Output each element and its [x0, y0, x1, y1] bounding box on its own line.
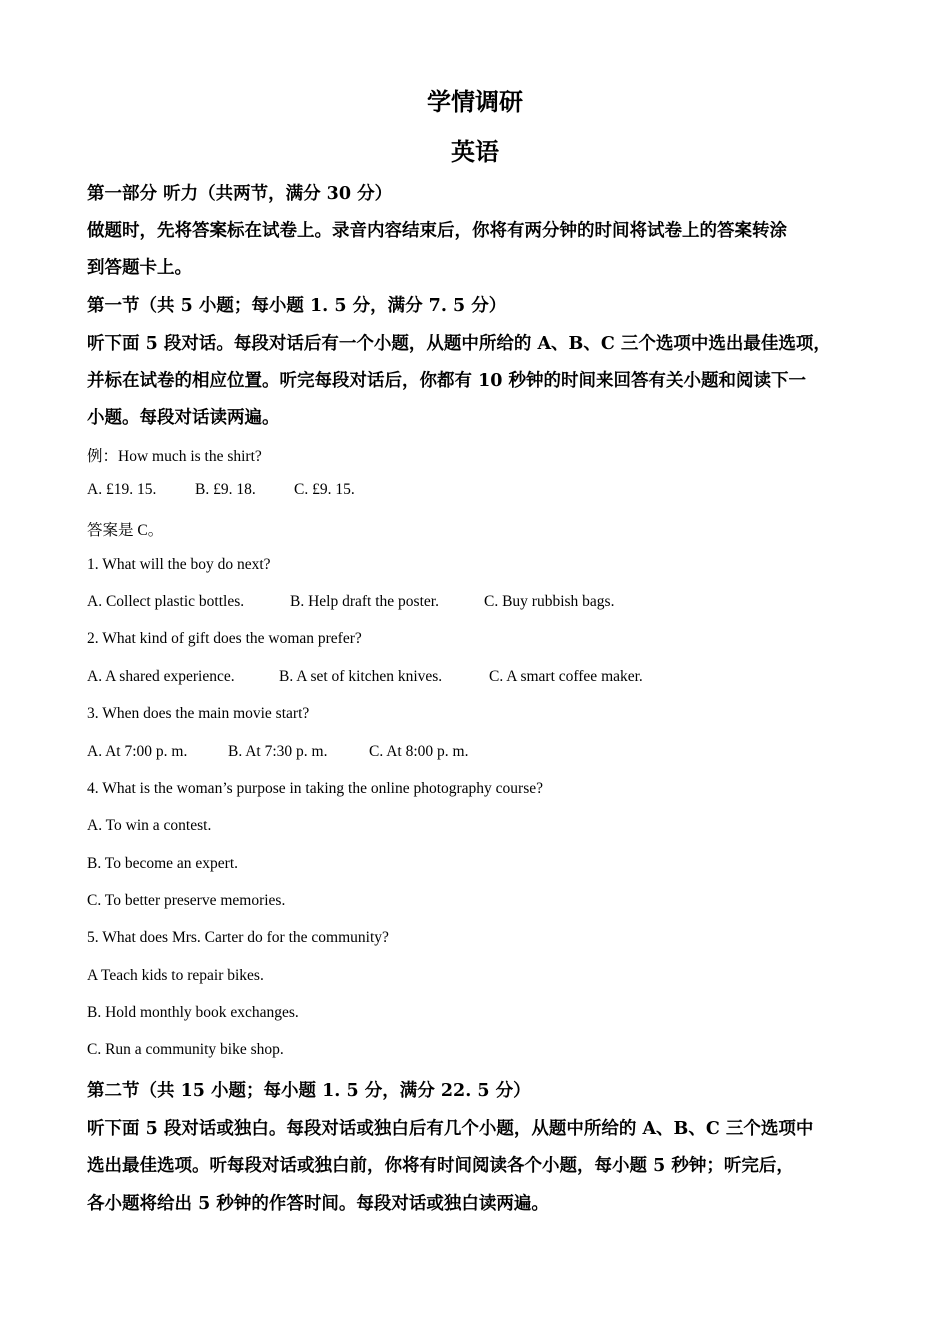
section2-instruction-line: 各小题将给出 5 秒钟的作答时间。每段对话或独白读两遍。: [87, 1194, 549, 1214]
option-c: C. Buy rubbish bags.: [484, 593, 615, 610]
option-a: A. A shared experience.: [87, 668, 235, 685]
question-5-option-b: B. Hold monthly book exchanges.: [87, 1004, 299, 1021]
question-4-option-b: B. To become an expert.: [87, 855, 238, 872]
part1-heading: 第一部分 听力（共两节，满分 30 分）: [87, 184, 393, 204]
option-c: C. At 8:00 p. m.: [369, 743, 469, 760]
option-b: B. Help draft the poster.: [290, 593, 439, 610]
example-options: [87, 481, 355, 499]
example-answer: 答案是 C。: [87, 522, 164, 539]
option-c: C. £9. 15.: [294, 481, 355, 498]
example-question: 例：How much is the shirt?: [87, 448, 262, 465]
option-c: C. A smart coffee maker.: [489, 668, 643, 685]
question-2: 2. What kind of gift does the woman prefer?: [87, 630, 362, 647]
option-a: A. £19. 15.: [87, 481, 157, 498]
section2-instruction-line: 选出最佳选项。听每段对话或独白前，你将有时间阅读各个小题，每小题 5 秒钟；听完后，: [87, 1156, 794, 1176]
section2-instruction-line: 听下面 5 段对话或独白。每段对话或独白后有几个小题，从题中所给的 A、B、C 三个选项中: [87, 1119, 814, 1139]
section2-heading: 第二节（共 15 小题；每小题 1. 5 分，满分 22. 5 分）: [87, 1081, 531, 1101]
question-1-options: [87, 593, 614, 611]
question-3-options: [87, 743, 468, 761]
option-b: B. £9. 18.: [195, 481, 256, 498]
option-b: B. A set of kitchen knives.: [279, 668, 443, 685]
section1-instruction-line: 并标在试卷的相应位置。听完每段对话后，你都有 10 秒钟的时间来回答有关小题和阅读下一: [87, 371, 807, 391]
question-5-option-c: C. Run a community bike shop.: [87, 1041, 284, 1058]
question-2-options: [87, 668, 643, 686]
option-b: B. At 7:30 p. m.: [228, 743, 328, 760]
section1-heading: 第一节（共 5 小题；每小题 1. 5 分，满分 7. 5 分）: [87, 296, 507, 316]
option-a: A. At 7:00 p. m.: [87, 743, 188, 760]
question-4-option-c: C. To better preserve memories.: [87, 892, 286, 909]
question-4-option-a: A. To win a contest.: [87, 817, 212, 834]
section1-instruction-line: 小题。每段对话读两遍。: [87, 408, 280, 428]
option-a: A. Collect plastic bottles.: [87, 593, 245, 610]
question-1: 1. What will the boy do next?: [87, 556, 271, 573]
part1-instruction-line: 做题时，先将答案标在试卷上。录音内容结束后，你将有两分钟的时间将试卷上的答案转涂: [87, 221, 787, 241]
part1-instruction-line: 到答题卡上。: [87, 258, 192, 278]
page-title: 学情调研: [427, 87, 523, 116]
question-5-option-a: A Teach kids to repair bikes.: [87, 967, 264, 984]
question-4: 4. What is the woman’s purpose in taking the online photography course?: [87, 780, 544, 797]
question-5: 5. What does Mrs. Carter do for the community?: [87, 929, 389, 946]
question-3: 3. When does the main movie start?: [87, 705, 310, 722]
section1-instruction-line: 听下面 5 段对话。每段对话后有一个小题，从题中所给的 A、B、C 三个选项中选出最佳选项，: [87, 334, 831, 354]
subject-title: 英语: [451, 137, 499, 166]
